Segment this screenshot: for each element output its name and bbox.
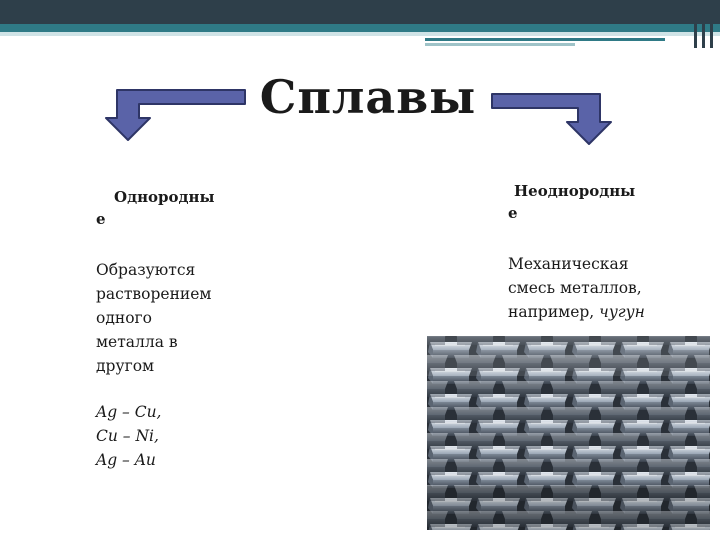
example-formula: Ag – Cu, <box>96 403 162 421</box>
bent-arrow-down-right-icon <box>492 94 611 144</box>
description-line: растворением <box>96 285 212 303</box>
description-line: Механическая <box>508 255 629 273</box>
heterogeneous-heading-line1: Неоднородны <box>514 182 636 200</box>
homogeneous-heading <box>96 186 256 230</box>
description-line: одного <box>96 309 152 327</box>
metal-ingots-photo <box>427 336 710 530</box>
heterogeneous-description <box>508 252 708 324</box>
homogeneous-examples <box>96 400 266 472</box>
description-line <box>508 300 708 324</box>
example-formula: Cu – Ni, <box>96 427 159 445</box>
description-line: другом <box>96 357 155 375</box>
homogeneous-description <box>96 258 266 378</box>
slide-title: Сплавы <box>259 70 477 124</box>
homogeneous-heading-line2: е <box>96 210 106 228</box>
description-prefix: например, <box>508 303 600 321</box>
description-line: металла в <box>96 333 178 351</box>
homogeneous-heading-line1: Однородны <box>114 188 215 206</box>
cast-iron-term: чугун <box>599 303 645 321</box>
description-line: Образуются <box>96 261 196 279</box>
description-line: смесь металлов, <box>508 279 642 297</box>
heterogeneous-heading <box>508 180 678 224</box>
ingots-illustration <box>427 336 710 530</box>
bent-arrow-down-left-icon <box>106 90 245 140</box>
heterogeneous-heading-line2: е <box>508 204 518 222</box>
example-formula: Ag – Au <box>96 451 156 469</box>
